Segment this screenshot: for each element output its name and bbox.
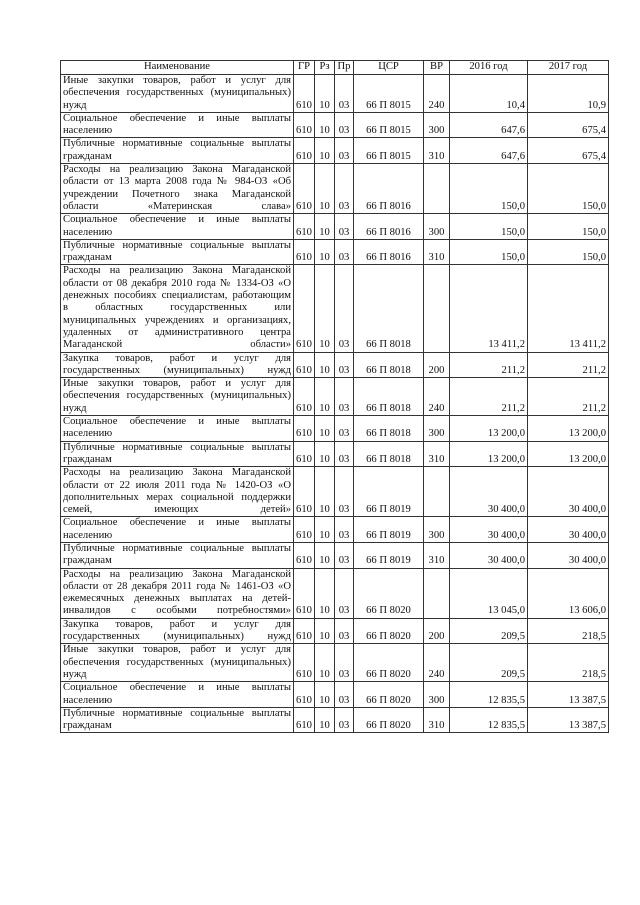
cell-2017: 675,4 [528,112,609,138]
header-2017: 2017 год [528,61,609,75]
cell-vr: 200 [424,618,450,644]
cell-2017: 218,5 [528,644,609,682]
cell-csr: 66 П 8020 [354,618,424,644]
cell-gr: 610 [294,517,315,543]
cell-gr: 610 [294,112,315,138]
table-row [61,467,609,517]
cell-pr: 03 [335,568,354,618]
cell-vr: 310 [424,138,450,164]
header-csr: ЦСР [354,61,424,75]
cell-gr: 610 [294,239,315,265]
header-rz: Рз [315,61,335,75]
cell-vr [424,467,450,517]
cell-2017: 150,0 [528,164,609,214]
cell-pr: 03 [335,707,354,733]
cell-name: Расходы на реализацию Закона Магаданской области от 08 декабря 2010 года № 1334-ОЗ «О денежных пособиях специалистам, работающим в областных государственных или муниципальных учреждениях и организациях, удаленных от административного центра Магаданской области» [61,265,294,352]
cell-2016: 211,2 [450,378,528,416]
cell-2017: 13 387,5 [528,707,609,733]
cell-csr: 66 П 8015 [354,112,424,138]
cell-vr: 310 [424,707,450,733]
header-2016: 2016 год [450,61,528,75]
table-row [61,378,609,416]
table-row [61,441,609,467]
table-row [61,265,609,352]
cell-2016: 647,6 [450,138,528,164]
cell-gr: 610 [294,441,315,467]
cell-csr: 66 П 8018 [354,352,424,378]
cell-2016: 12 835,5 [450,682,528,708]
cell-2016: 150,0 [450,239,528,265]
cell-rz: 10 [315,214,335,240]
cell-2016: 209,5 [450,618,528,644]
cell-name: Расходы на реализацию Закона Магаданской области от 22 июля 2011 года № 1420-ОЗ «О дополнительных мерах социальной поддержки семей, имеющих детей» [61,467,294,517]
table-row [61,517,609,543]
cell-csr: 66 П 8016 [354,239,424,265]
cell-rz: 10 [315,618,335,644]
cell-gr: 610 [294,75,315,113]
cell-gr: 610 [294,568,315,618]
cell-gr: 610 [294,214,315,240]
budget-table [60,60,609,733]
cell-csr: 66 П 8020 [354,707,424,733]
table-row [61,138,609,164]
table-row [61,352,609,378]
cell-2017: 150,0 [528,214,609,240]
cell-2016: 10,4 [450,75,528,113]
cell-rz: 10 [315,378,335,416]
cell-rz: 10 [315,265,335,352]
cell-2016: 12 835,5 [450,707,528,733]
cell-vr: 310 [424,542,450,568]
cell-rz: 10 [315,416,335,442]
cell-2017: 675,4 [528,138,609,164]
cell-2016: 30 400,0 [450,542,528,568]
cell-pr: 03 [335,214,354,240]
cell-pr: 03 [335,378,354,416]
cell-2016: 13 200,0 [450,441,528,467]
cell-pr: 03 [335,618,354,644]
cell-2016: 209,5 [450,644,528,682]
cell-rz: 10 [315,568,335,618]
cell-name: Закупка товаров, работ и услуг для государственных (муниципальных) нужд [61,352,294,378]
table-row [61,75,609,113]
cell-csr: 66 П 8019 [354,517,424,543]
cell-rz: 10 [315,441,335,467]
cell-rz: 10 [315,542,335,568]
cell-vr [424,265,450,352]
cell-csr: 66 П 8020 [354,682,424,708]
header-gr: ГР [294,61,315,75]
cell-gr: 610 [294,352,315,378]
cell-pr: 03 [335,517,354,543]
header-name: Наименование [61,61,294,75]
cell-vr: 240 [424,644,450,682]
cell-pr: 03 [335,352,354,378]
cell-gr: 610 [294,138,315,164]
cell-rz: 10 [315,707,335,733]
cell-2016: 150,0 [450,164,528,214]
cell-name: Социальное обеспечение и иные выплаты населению [61,517,294,543]
cell-2017: 30 400,0 [528,467,609,517]
cell-2017: 13 606,0 [528,568,609,618]
table-header-row [61,61,609,75]
table-row [61,239,609,265]
table-row [61,568,609,618]
cell-csr: 66 П 8019 [354,542,424,568]
cell-name: Закупка товаров, работ и услуг для государственных (муниципальных) нужд [61,618,294,644]
cell-pr: 03 [335,644,354,682]
cell-2016: 13 411,2 [450,265,528,352]
cell-name: Социальное обеспечение и иные выплаты населению [61,682,294,708]
cell-pr: 03 [335,441,354,467]
cell-pr: 03 [335,164,354,214]
cell-rz: 10 [315,467,335,517]
cell-2016: 30 400,0 [450,467,528,517]
cell-2016: 150,0 [450,214,528,240]
cell-rz: 10 [315,644,335,682]
cell-2017: 218,5 [528,618,609,644]
table-row [61,542,609,568]
cell-2016: 647,6 [450,112,528,138]
cell-pr: 03 [335,112,354,138]
cell-gr: 610 [294,265,315,352]
header-vr: ВР [424,61,450,75]
cell-csr: 66 П 8016 [354,214,424,240]
cell-vr: 300 [424,214,450,240]
cell-vr: 240 [424,378,450,416]
cell-vr: 300 [424,112,450,138]
cell-2017: 150,0 [528,239,609,265]
cell-pr: 03 [335,467,354,517]
cell-2016: 211,2 [450,352,528,378]
cell-2017: 10,9 [528,75,609,113]
cell-2017: 13 411,2 [528,265,609,352]
cell-name: Публичные нормативные социальные выплаты гражданам [61,239,294,265]
cell-name: Иные закупки товаров, работ и услуг для обеспечения государственных (муниципальных) нужд [61,644,294,682]
cell-pr: 03 [335,239,354,265]
cell-name: Публичные нормативные социальные выплаты гражданам [61,707,294,733]
cell-vr: 310 [424,239,450,265]
table-row [61,164,609,214]
cell-name: Расходы на реализацию Закона Магаданской области от 13 марта 2008 года № 984-ОЗ «Об учреждении Почетного знака Магаданской области «Материнская слава» [61,164,294,214]
cell-2017: 13 387,5 [528,682,609,708]
cell-name: Социальное обеспечение и иные выплаты населению [61,416,294,442]
cell-rz: 10 [315,239,335,265]
cell-csr: 66 П 8015 [354,138,424,164]
cell-pr: 03 [335,75,354,113]
cell-pr: 03 [335,542,354,568]
cell-gr: 610 [294,618,315,644]
cell-csr: 66 П 8019 [354,467,424,517]
cell-2017: 211,2 [528,352,609,378]
cell-csr: 66 П 8018 [354,265,424,352]
table-row [61,682,609,708]
cell-gr: 610 [294,682,315,708]
cell-gr: 610 [294,164,315,214]
table-row [61,707,609,733]
cell-csr: 66 П 8018 [354,441,424,467]
table-row [61,618,609,644]
cell-2016: 13 200,0 [450,416,528,442]
cell-name: Расходы на реализацию Закона Магаданской области от 28 декабря 2011 года № 1461-ОЗ «О ежемесячных денежных выплатах на детей-инвалидов с особыми потребностями» [61,568,294,618]
cell-pr: 03 [335,682,354,708]
cell-name: Социальное обеспечение и иные выплаты населению [61,214,294,240]
header-pr: Пр [335,61,354,75]
cell-rz: 10 [315,682,335,708]
cell-vr: 300 [424,416,450,442]
cell-csr: 66 П 8020 [354,568,424,618]
cell-rz: 10 [315,352,335,378]
cell-csr: 66 П 8018 [354,378,424,416]
cell-name: Иные закупки товаров, работ и услуг для обеспечения государственных (муниципальных) нужд [61,378,294,416]
cell-2017: 30 400,0 [528,517,609,543]
cell-rz: 10 [315,138,335,164]
cell-name: Иные закупки товаров, работ и услуг для обеспечения государственных (муниципальных) нужд [61,75,294,113]
cell-2016: 30 400,0 [450,517,528,543]
cell-name: Публичные нормативные социальные выплаты гражданам [61,441,294,467]
cell-vr [424,164,450,214]
cell-csr: 66 П 8018 [354,416,424,442]
table-row [61,112,609,138]
cell-2017: 211,2 [528,378,609,416]
cell-pr: 03 [335,265,354,352]
cell-pr: 03 [335,138,354,164]
cell-gr: 610 [294,542,315,568]
cell-gr: 610 [294,707,315,733]
cell-csr: 66 П 8016 [354,164,424,214]
cell-gr: 610 [294,416,315,442]
cell-vr: 300 [424,682,450,708]
document-page [60,60,608,733]
cell-2016: 13 045,0 [450,568,528,618]
cell-2017: 13 200,0 [528,441,609,467]
cell-vr: 200 [424,352,450,378]
cell-2017: 30 400,0 [528,542,609,568]
cell-vr: 300 [424,517,450,543]
cell-gr: 610 [294,644,315,682]
cell-rz: 10 [315,75,335,113]
cell-2017: 13 200,0 [528,416,609,442]
cell-vr: 240 [424,75,450,113]
cell-gr: 610 [294,467,315,517]
cell-pr: 03 [335,416,354,442]
cell-gr: 610 [294,378,315,416]
table-row [61,644,609,682]
cell-rz: 10 [315,112,335,138]
cell-vr [424,568,450,618]
table-row [61,416,609,442]
cell-name: Публичные нормативные социальные выплаты гражданам [61,542,294,568]
cell-name: Социальное обеспечение и иные выплаты населению [61,112,294,138]
cell-csr: 66 П 8015 [354,75,424,113]
cell-name: Публичные нормативные социальные выплаты гражданам [61,138,294,164]
table-row [61,214,609,240]
cell-csr: 66 П 8020 [354,644,424,682]
cell-rz: 10 [315,164,335,214]
cell-vr: 310 [424,441,450,467]
cell-rz: 10 [315,517,335,543]
